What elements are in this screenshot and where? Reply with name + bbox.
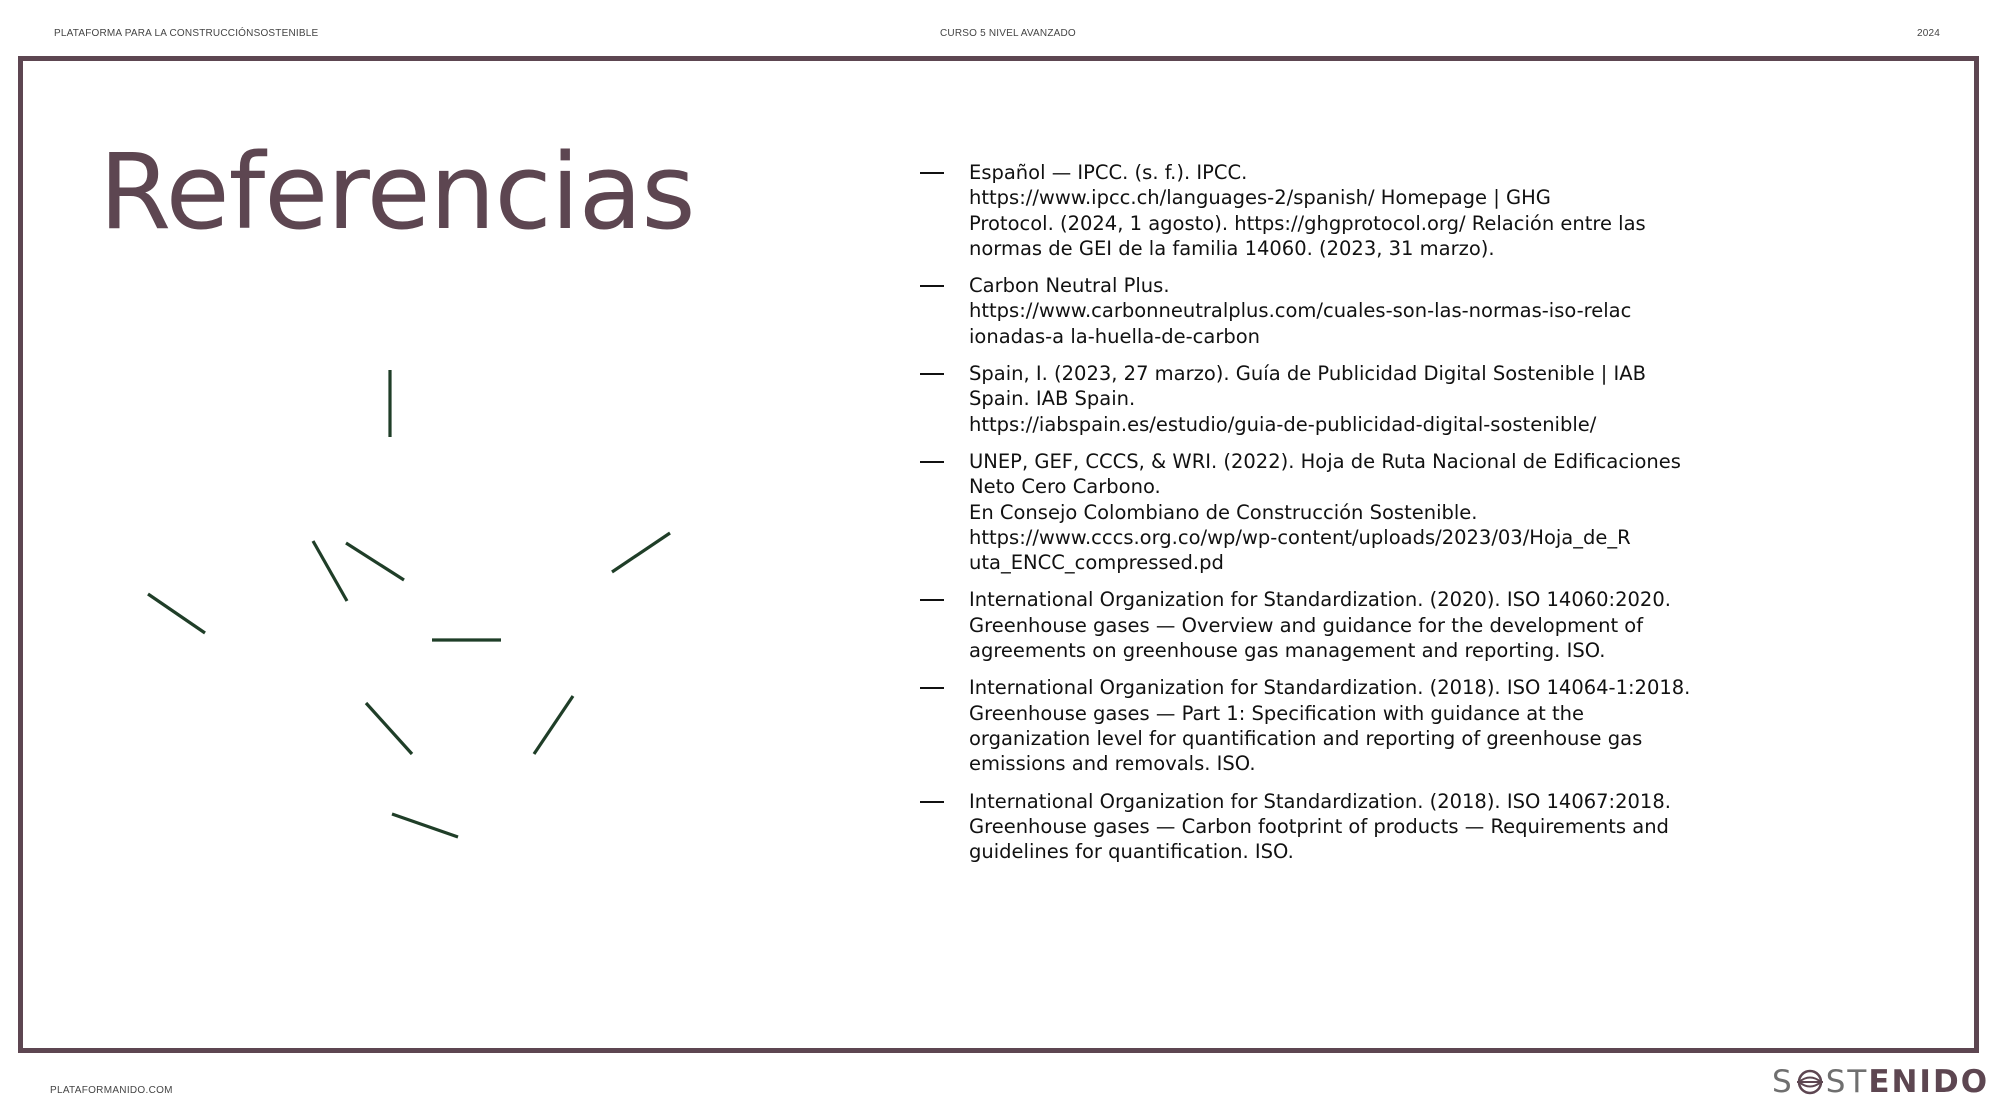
dash-icon xyxy=(920,285,944,287)
dash-icon xyxy=(920,172,944,174)
brand-logo xyxy=(1772,1062,1989,1102)
reference-text: International Organization for Standardization. (2020). ISO 14060:2020. Greenhouse gases — Overview and guidance for the development of agreements on greenhouse gas management and reporting. ISO. xyxy=(969,588,1671,663)
reference-item xyxy=(918,587,1730,663)
header-left-text: PLATAFORMA PARA LA CONSTRUCCIÓNSOSTENIBLE xyxy=(54,28,319,39)
brand-text-start: S xyxy=(1772,1064,1794,1100)
brand-text-end: ENIDO xyxy=(1868,1064,1990,1100)
brand-text-mid: ST xyxy=(1825,1064,1869,1100)
reference-item xyxy=(918,273,1730,349)
dash-icon xyxy=(920,461,944,463)
reference-text: International Organization for Standardization. (2018). ISO 14067:2018. Greenhouse gases — Carbon footprint of products — Requirements and guidelines for quantification. ISO. xyxy=(969,789,1671,864)
reference-item xyxy=(918,789,1730,865)
dash-icon xyxy=(920,687,944,689)
reference-text: Carbon Neutral Plus. https://www.carbonneutralplus.com/cuales-son-las-normas-iso-relac ionadas-a la-huella-de-carbon xyxy=(969,274,1632,348)
reference-item xyxy=(918,361,1730,437)
footer-url: PLATAFORMANIDO.COM xyxy=(50,1085,173,1096)
header-year: 2024 xyxy=(1916,28,1940,39)
references-list xyxy=(918,160,1730,876)
page-title: Referencias xyxy=(99,131,695,253)
reference-text: International Organization for Standardization. (2018). ISO 14064-1:2018. Greenhouse gases — Part 1: Specification with guidance at the organization level for quantification and reporting of greenhouse gas emissions and removals. ISO. xyxy=(969,676,1691,776)
reference-text: Español — IPCC. (s. f.). IPCC. https://www.ipcc.ch/languages-2/spanish/ Homepage | GHG Protocol. (2024, 1 agosto). https://ghgprotocol.org/ Relación entre las normas de GEI de la familia 14060. (2023, 31 marzo). xyxy=(969,161,1646,260)
reference-item xyxy=(918,449,1730,575)
leaf-circle-icon xyxy=(1795,1067,1825,1097)
reference-text: UNEP, GEF, CCCS, & WRI. (2022). Hoja de Ruta Nacional de Edificaciones Neto Cero Carbono. En Consejo Colombiano de Construcción Sostenible. https://www.cccs.org.co/wp/wp-content/uploads/2023/03/Hoja_de_R uta_ENCC_compressed.pd xyxy=(969,449,1681,575)
dash-icon xyxy=(920,373,944,375)
dash-icon xyxy=(920,599,944,601)
reference-text: Spain, I. (2023, 27 marzo). Guía de Publicidad Digital Sostenible | IAB Spain. IAB Spain. https://iabspain.es/estudio/guia-de-publicidad-digital-sostenible/ xyxy=(969,362,1646,436)
reference-item xyxy=(918,160,1730,261)
dash-icon xyxy=(920,801,944,803)
header-center-text: CURSO 5 NIVEL AVANZADO xyxy=(940,28,1076,39)
reference-item xyxy=(918,675,1730,776)
